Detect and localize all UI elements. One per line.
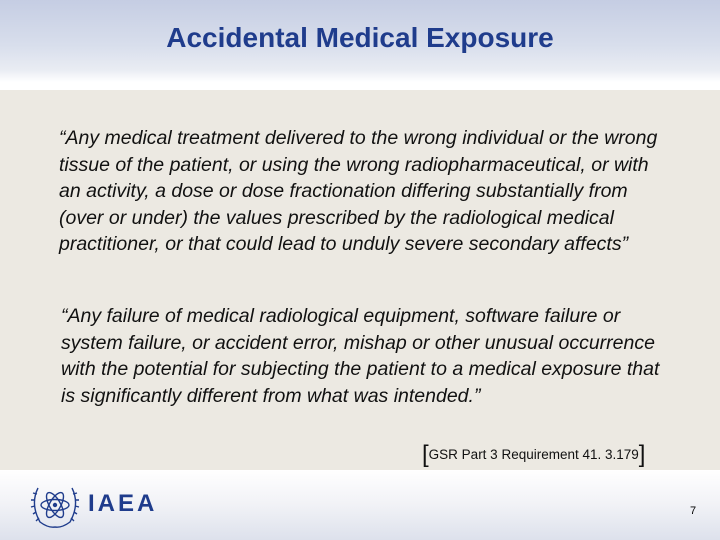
iaea-logo-text: IAEA bbox=[88, 490, 158, 517]
citation-text: GSR Part 3 Requirement 41. 3.179 bbox=[428, 447, 639, 462]
definition-paragraph-1: “Any medical treatment delivered to the wrong individual or the wrong tissue of the patient, or using the wrong radiopharmaceutical, or with an activity, a dose or dose fractionation differing substantially from (over or under) the values prescribed by the radiological medical practitioner, or that could lead to unduly severe secondary affects” bbox=[59, 127, 658, 255]
definition-paragraph-2: “Any failure of medical radiological equipment, software failure or system failure, or accident error, mishap or other unusual occurrence with the potential for subjecting the patient to a medical exposure that is significantly different from what was intended.” bbox=[61, 305, 660, 407]
citation-close-bracket: ] bbox=[638, 441, 646, 468]
slide-title: Accidental Medical Exposure bbox=[166, 22, 554, 53]
citation bbox=[422, 441, 645, 469]
iaea-emblem-icon bbox=[28, 480, 82, 530]
citation-open-bracket: [ bbox=[422, 441, 429, 468]
page-number: 7 bbox=[690, 505, 697, 517]
